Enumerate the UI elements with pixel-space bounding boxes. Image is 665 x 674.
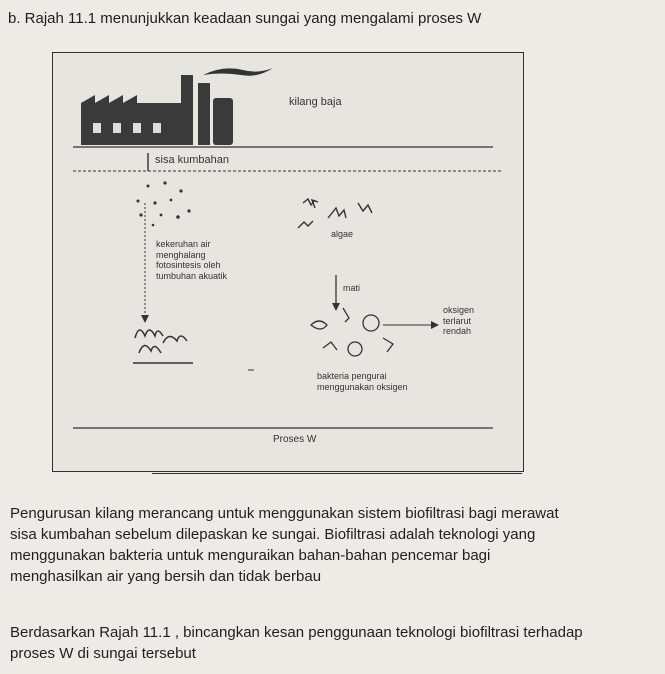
waste-label: sisa kumbahan [155, 154, 229, 166]
dead-label: mati [343, 283, 361, 293]
dead-organisms-icon [311, 308, 393, 356]
aquatic-plants-icon [133, 330, 193, 363]
question-title: b. Rajah 11.1 menunjukkan keadaan sungai yang mengalami proses W [8, 10, 482, 27]
smoke-icon [203, 68, 273, 76]
bacteria-label: bakteria pengurai menggunakan oksigen [317, 371, 408, 392]
figure-bottom-rule [152, 473, 522, 474]
context-paragraph: Pengurusan kilang merancang untuk menggunakan sistem biofiltrasi bagi merawat sisa kumbahan sebelum dilepaskan ke sungai. Biofiltrasi adalah teknologi yang menggunakan bakteria untuk menguraikan bahan-bahan pencemar bagi menghasilkan air yang bersih dan tidak berbau [10, 505, 559, 585]
figure-river-diagram [52, 52, 524, 472]
oxygen-label: oksigen terlarut rendah [443, 305, 475, 336]
algae-icon [298, 199, 372, 228]
task-paragraph: Berdasarkan Rajah 11.1 , bincangkan kesan penggunaan teknologi biofiltrasi terhadap proses W di sungai tersebut [10, 624, 583, 662]
factory-label: kilang baja [289, 96, 342, 108]
figure-caption: Proses W [273, 434, 317, 445]
factory-icon [81, 75, 233, 145]
algae-label: algae [331, 229, 354, 239]
diagram-drawing [53, 53, 523, 471]
turbidity-label: kekeruhan air menghalang fotosintesis oleh tumbuhan akuatik [156, 239, 228, 281]
